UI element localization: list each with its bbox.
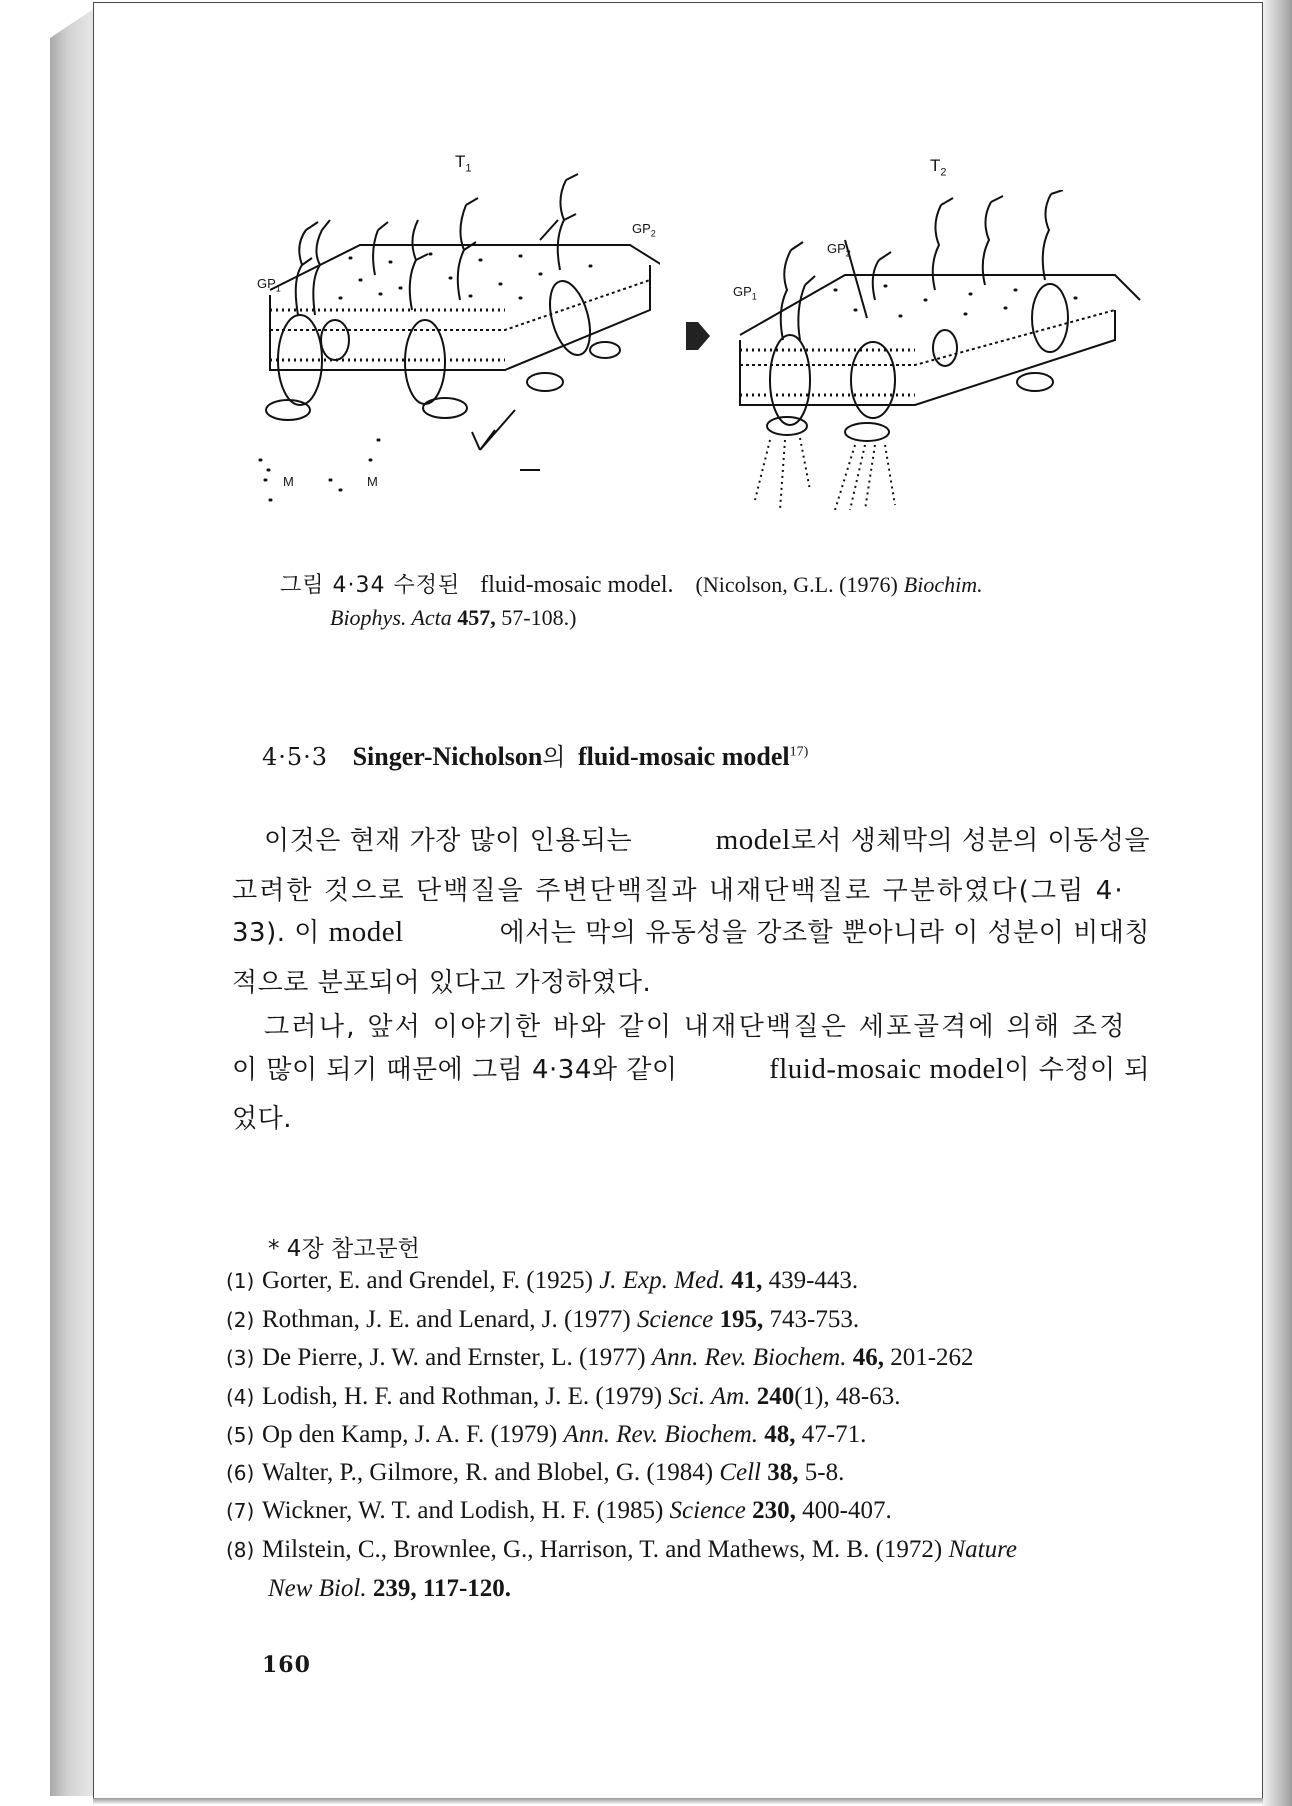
page-bottom-shadow xyxy=(93,1798,1263,1804)
body-line: 이것은 현재 가장 많이 인용되는 model로서 생체막의 성분의 이동성을 xyxy=(264,824,1150,856)
reference-item: (5) Op den Kamp, J. A. F. (1979) Ann. Rev. Biochem. 48, 47-71. xyxy=(226,1421,867,1448)
references-heading: * 4장 참고문헌 xyxy=(268,1236,420,1262)
section-heading: 4·5·3 Singer-Nicholson의 fluid-mosaic model$^{17)}$ xyxy=(262,742,809,771)
reference-item: (7) Wickner, W. T. and Lodish, H. F. (1985) Science 230, 400-407. xyxy=(226,1497,892,1524)
figure-caption-line1: 그림 4·34 수정된 fluid-mosaic model. (Nicolson, G.L. (1976) Biochim. xyxy=(280,572,983,598)
body-line: 고려한 것으로 단백질을 주변단백질과 내재단백질로 구분하였다(그림 4· xyxy=(232,876,1125,906)
body-line: 그러나, 앞서 이야기한 바와 같이 내재단백질은 세포골격에 의해 조정 xyxy=(264,1012,1127,1042)
label-gp2-left: $GP_2$ xyxy=(632,221,656,239)
reference-item: (4) Lodish, H. F. and Rothman, J. E. (1979) Sci. Am. 240(1), 48-63. xyxy=(226,1383,901,1410)
label-t2: $T_2$ xyxy=(930,156,947,179)
reference-item: (2) Rothman, J. E. and Lenard, J. (1977) Science 195, 743-753. xyxy=(226,1306,860,1333)
label-gp2-right: $GP_2$ xyxy=(827,241,851,259)
label-m1: M xyxy=(283,474,294,489)
book-spine-left xyxy=(50,8,95,1796)
reference-item: (8) Milstein, C., Brownlee, G., Harrison, T. and Mathews, M. B. (1972) Nature xyxy=(226,1536,1018,1563)
reference-item-continuation: New Biol. 239, 117-120. xyxy=(268,1575,512,1602)
label-gp1-right: $GP_1$ xyxy=(733,284,757,302)
page-number: 160 xyxy=(262,1652,311,1678)
reference-item: (6) Walter, P., Gilmore, R. and Blobel, G. (1984) Cell 38, 5-8. xyxy=(226,1459,845,1486)
book-edge-right xyxy=(1262,0,1292,1806)
body-line: 33). 이 model 에서는 막의 유동성을 강조할 뿐아니라 이 성분이 비대칭 xyxy=(232,916,1150,948)
membrane-diagram-t2 xyxy=(725,190,1145,530)
reference-item: (1) Gorter, E. and Grendel, F. (1925) J. Exp. Med. 41, 439-443. xyxy=(226,1267,859,1294)
label-m2: M xyxy=(367,474,378,489)
figure-caption-line2: Biophys. Acta 457, 57-108.) xyxy=(330,605,577,630)
label-t1: $T_1$ xyxy=(455,152,472,175)
label-gp1-left: $GP_1$ xyxy=(257,276,281,294)
reference-item: (3) De Pierre, J. W. and Ernster, L. (1977) Ann. Rev. Biochem. 46, 201-262 xyxy=(226,1344,974,1371)
membrane-diagram-t1 xyxy=(240,170,660,550)
transition-arrow-icon xyxy=(684,316,712,356)
body-line: 이 많이 되기 때문에 그림 4·34와 같이 fluid-mosaic model이 수정이 되 xyxy=(232,1053,1150,1085)
body-line: 적으로 분포되어 있다고 가정하였다. xyxy=(232,968,652,998)
body-line: 었다. xyxy=(232,1104,292,1134)
